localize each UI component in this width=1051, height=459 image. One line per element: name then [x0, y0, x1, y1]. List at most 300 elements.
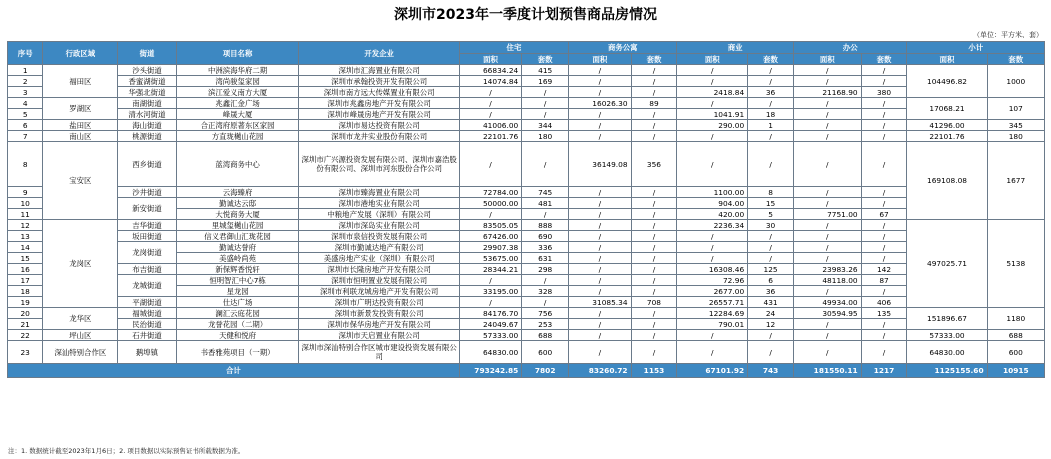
table-row: [8, 65, 1045, 76]
cell-res-area: 41006.00: [459, 120, 521, 131]
header-office: 办公: [793, 42, 906, 54]
cell-res-area: 24049.67: [459, 319, 521, 330]
cell-biz-units: 6: [748, 275, 794, 286]
cell-off-area: /: [793, 231, 861, 242]
cell-biz-units: 8: [748, 187, 794, 198]
table-row: [8, 87, 1045, 98]
total-row: [8, 364, 1045, 378]
cell-biz-units: 5: [748, 209, 794, 220]
cell-seq: 22: [8, 330, 43, 341]
cell-developer: 深圳市峰晟房地产开发有限公司: [299, 109, 459, 120]
cell-seq: 1: [8, 65, 43, 76]
cell-res-units: 756: [522, 308, 569, 319]
cell-project: 合正湾府原著东区家园: [176, 120, 299, 131]
cell-developer: 深圳市保华房地产开发有限公司: [299, 319, 459, 330]
table-row: [8, 275, 1045, 286]
cell-res-area: /: [459, 297, 521, 308]
header-area: 面积: [569, 54, 631, 65]
cell-res-units: 298: [522, 264, 569, 275]
header-subtotal: 小计: [907, 42, 1045, 54]
cell-biz-area: 1100.00: [677, 187, 748, 198]
cell-apt-area: /: [569, 231, 631, 242]
cell-biz-area: 290.00: [677, 120, 748, 131]
cell-sub-units: 1677: [987, 142, 1044, 220]
cell-biz-units: /: [748, 242, 794, 253]
cell-developer: 深圳市龙井实业股份有限公司: [299, 131, 459, 142]
cell-off-units: 135: [861, 308, 907, 319]
cell-apt-units: /: [631, 231, 677, 242]
cell-apt-area: /: [569, 120, 631, 131]
total-res-units: 7802: [522, 364, 569, 378]
footnote: 注：1. 数据统计截至2023年1月6日；2. 项目数据以实际预售证书所载数据为准。: [8, 447, 245, 455]
total-apt-area: 83260.72: [569, 364, 631, 378]
cell-off-area: 49934.00: [793, 297, 861, 308]
cell-apt-area: 16026.30: [569, 98, 631, 109]
cell-apt-units: /: [631, 308, 677, 319]
header-units: 套数: [631, 54, 677, 65]
cell-off-area: /: [793, 76, 861, 87]
table-row: [8, 308, 1045, 319]
table-row: [8, 231, 1045, 242]
cell-apt-area: /: [569, 275, 631, 286]
table-row: [8, 109, 1045, 120]
cell-district: 宝安区: [43, 142, 118, 220]
cell-off-units: /: [861, 109, 907, 120]
cell-off-area: /: [793, 220, 861, 231]
cell-off-area: /: [793, 187, 861, 198]
cell-street: 新安街道: [118, 198, 176, 220]
cell-street: 西乡街道: [118, 142, 176, 187]
cell-apt-area: /: [569, 87, 631, 98]
header-business: 商业: [677, 42, 794, 54]
header-commercial-apartment: 商务公寓: [569, 42, 677, 54]
table-row: [8, 330, 1045, 341]
cell-biz-units: 431: [748, 297, 794, 308]
table-row: [8, 242, 1045, 253]
cell-project: 兆鑫汇金广场: [176, 98, 299, 109]
cell-res-area: /: [459, 209, 521, 220]
cell-off-area: /: [793, 120, 861, 131]
unit-note: （单位：平方米、套）: [973, 31, 1043, 39]
cell-off-area: 30594.95: [793, 308, 861, 319]
cell-project: 美盛岭尚苑: [176, 253, 299, 264]
cell-seq: 5: [8, 109, 43, 120]
cell-biz-units: 18: [748, 109, 794, 120]
cell-developer: 深圳市港地实业有限公司: [299, 198, 459, 209]
cell-off-units: 142: [861, 264, 907, 275]
cell-res-units: /: [522, 275, 569, 286]
cell-biz-units: /: [748, 142, 794, 187]
cell-developer: 深圳市深汕特别合作区城市建设投资发展有限公司: [299, 341, 459, 364]
cell-res-area: 33195.00: [459, 286, 521, 297]
cell-biz-area: 790.01: [677, 319, 748, 330]
cell-street: 吉华街道: [118, 220, 176, 231]
cell-sub-area: 169108.08: [907, 142, 987, 220]
cell-apt-area: /: [569, 65, 631, 76]
cell-off-units: /: [861, 76, 907, 87]
cell-apt-units: 89: [631, 98, 677, 109]
cell-sub-area: 57333.00: [907, 330, 987, 341]
table-row: [8, 98, 1045, 109]
cell-developer: 深圳市新景发投资有限公司: [299, 308, 459, 319]
cell-street: 香蜜湖街道: [118, 76, 176, 87]
cell-apt-area: /: [569, 341, 631, 364]
cell-apt-area: 36149.08: [569, 142, 631, 187]
cell-developer: 深圳市利联龙城房地产开发有限公司: [299, 286, 459, 297]
cell-off-area: /: [793, 109, 861, 120]
cell-project: 中洲滨海华府二期: [176, 65, 299, 76]
cell-apt-units: /: [631, 65, 677, 76]
cell-street: 坂田街道: [118, 231, 176, 242]
cell-res-area: /: [459, 87, 521, 98]
cell-street: 沙头街道: [118, 65, 176, 76]
cell-project: 大悦商务大厦: [176, 209, 299, 220]
cell-developer: 美盛房地产实业（深圳）有限公司: [299, 253, 459, 264]
cell-seq: 12: [8, 220, 43, 231]
cell-seq: 2: [8, 76, 43, 87]
cell-project: 天健和悦府: [176, 330, 299, 341]
cell-street: 沙井街道: [118, 187, 176, 198]
cell-off-area: /: [793, 242, 861, 253]
cell-res-units: 481: [522, 198, 569, 209]
cell-off-area: /: [793, 98, 861, 109]
cell-off-area: /: [793, 142, 861, 187]
cell-seq: 8: [8, 142, 43, 187]
header-units: 套数: [748, 54, 794, 65]
cell-res-area: /: [459, 142, 521, 187]
cell-res-units: 690: [522, 231, 569, 242]
cell-apt-units: /: [631, 76, 677, 87]
cell-project: 仕达广场: [176, 297, 299, 308]
total-sub-units: 10915: [987, 364, 1044, 378]
cell-street: 民治街道: [118, 319, 176, 330]
cell-project: 龙誉花园（二期）: [176, 319, 299, 330]
cell-sub-area: 151896.67: [907, 308, 987, 330]
cell-seq: 9: [8, 187, 43, 198]
cell-biz-units: 12: [748, 319, 794, 330]
cell-street: 石井街道: [118, 330, 176, 341]
cell-apt-units: /: [631, 242, 677, 253]
cell-biz-area: 1041.91: [677, 109, 748, 120]
cell-seq: 16: [8, 264, 43, 275]
cell-res-units: /: [522, 209, 569, 220]
table-row: [8, 120, 1045, 131]
cell-off-units: 380: [861, 87, 907, 98]
cell-seq: 7: [8, 131, 43, 142]
cell-off-area: /: [793, 131, 861, 142]
cell-off-area: /: [793, 319, 861, 330]
cell-biz-area: /: [677, 253, 748, 264]
cell-sub-units: 1000: [987, 65, 1044, 98]
cell-res-area: /: [459, 109, 521, 120]
cell-off-units: /: [861, 253, 907, 264]
cell-res-units: 180: [522, 131, 569, 142]
cell-district: 深汕特别合作区: [43, 341, 118, 364]
cell-off-units: /: [861, 286, 907, 297]
cell-off-units: /: [861, 198, 907, 209]
header-district: 行政区域: [43, 42, 118, 65]
cell-res-area: 22101.76: [459, 131, 521, 142]
cell-seq: 17: [8, 275, 43, 286]
cell-biz-area: 2418.84: [677, 87, 748, 98]
cell-project: 澜汇云庭花园: [176, 308, 299, 319]
cell-res-units: 688: [522, 330, 569, 341]
total-off-units: 1217: [861, 364, 907, 378]
cell-apt-units: /: [631, 330, 677, 341]
cell-apt-area: /: [569, 308, 631, 319]
cell-biz-units: /: [748, 98, 794, 109]
cell-off-units: /: [861, 231, 907, 242]
cell-developer: 深圳市天启置业有限公司: [299, 330, 459, 341]
cell-off-units: /: [861, 98, 907, 109]
cell-biz-units: /: [748, 253, 794, 264]
total-biz-units: 743: [748, 364, 794, 378]
cell-project: 滨江爱义南方大厦: [176, 87, 299, 98]
header-area: 面积: [907, 54, 987, 65]
cell-project: 方直珑樾山花园: [176, 131, 299, 142]
cell-off-units: 87: [861, 275, 907, 286]
cell-apt-units: /: [631, 341, 677, 364]
table-row: [8, 142, 1045, 187]
cell-district: 南山区: [43, 131, 118, 142]
table-row: [8, 131, 1045, 142]
cell-developer: 深圳市泉信投资发展有限公司: [299, 231, 459, 242]
header-area: 面积: [459, 54, 521, 65]
cell-apt-units: 708: [631, 297, 677, 308]
cell-off-units: /: [861, 242, 907, 253]
header-developer: 开发企业: [299, 42, 459, 65]
cell-res-area: 84176.70: [459, 308, 521, 319]
cell-res-units: 600: [522, 341, 569, 364]
cell-res-area: /: [459, 275, 521, 286]
cell-developer: 深圳市长隆房地产开发有限公司: [299, 264, 459, 275]
header-units: 套数: [861, 54, 907, 65]
cell-sub-units: 345: [987, 120, 1044, 131]
cell-seq: 3: [8, 87, 43, 98]
cell-apt-area: /: [569, 242, 631, 253]
cell-sub-units: 688: [987, 330, 1044, 341]
cell-apt-area: /: [569, 109, 631, 120]
header-project: 项目名称: [176, 42, 299, 65]
cell-apt-area: /: [569, 330, 631, 341]
cell-apt-units: /: [631, 253, 677, 264]
cell-biz-area: 2236.34: [677, 220, 748, 231]
cell-off-units: /: [861, 131, 907, 142]
cell-sub-area: 17068.21: [907, 98, 987, 120]
cell-apt-area: /: [569, 187, 631, 198]
cell-off-area: /: [793, 253, 861, 264]
cell-developer: 深圳市承翰投资开发有限公司: [299, 76, 459, 87]
cell-developer: 中粮地产发展（深圳）有限公司: [299, 209, 459, 220]
cell-seq: 20: [8, 308, 43, 319]
cell-apt-units: 356: [631, 142, 677, 187]
table-row: [8, 220, 1045, 231]
cell-sub-area: 497025.71: [907, 220, 987, 308]
cell-biz-units: 36: [748, 87, 794, 98]
cell-off-units: /: [861, 120, 907, 131]
cell-off-area: /: [793, 198, 861, 209]
cell-street: 桃源街道: [118, 131, 176, 142]
cell-res-area: 57333.00: [459, 330, 521, 341]
page-title: 深圳市2023年一季度计划预售商品房情况: [394, 7, 657, 23]
cell-project: 里城玺樾山花园: [176, 220, 299, 231]
cell-res-area: 28344.21: [459, 264, 521, 275]
cell-district: 龙岗区: [43, 220, 118, 308]
cell-street: 布吉街道: [118, 264, 176, 275]
cell-apt-units: /: [631, 120, 677, 131]
cell-biz-units: 15: [748, 198, 794, 209]
cell-seq: 6: [8, 120, 43, 131]
cell-apt-units: /: [631, 198, 677, 209]
cell-developer: 深圳市兆鑫房地产开发有限公司: [299, 98, 459, 109]
header-units: 套数: [987, 54, 1044, 65]
cell-biz-area: 12284.69: [677, 308, 748, 319]
cell-off-area: /: [793, 286, 861, 297]
cell-res-units: /: [522, 87, 569, 98]
cell-off-area: /: [793, 65, 861, 76]
total-off-area: 181550.11: [793, 364, 861, 378]
cell-street: 平湖街道: [118, 297, 176, 308]
cell-biz-units: /: [748, 231, 794, 242]
cell-seq: 10: [8, 198, 43, 209]
cell-apt-units: /: [631, 275, 677, 286]
cell-off-units: /: [861, 142, 907, 187]
cell-off-area: /: [793, 330, 861, 341]
cell-seq: 15: [8, 253, 43, 264]
cell-developer: 深圳市南方远大传媒置业有限公司: [299, 87, 459, 98]
cell-sub-area: 41296.00: [907, 120, 987, 131]
cell-biz-area: 72.96: [677, 275, 748, 286]
cell-off-area: 48118.00: [793, 275, 861, 286]
cell-project: 勤诚达云邸: [176, 198, 299, 209]
cell-biz-area: /: [677, 98, 748, 109]
cell-biz-area: 16308.46: [677, 264, 748, 275]
cell-project: 信义君御山汇珑花园: [176, 231, 299, 242]
cell-biz-units: /: [748, 341, 794, 364]
cell-biz-area: /: [677, 142, 748, 187]
header-area: 面积: [793, 54, 861, 65]
cell-res-area: 29907.38: [459, 242, 521, 253]
cell-project: 湾尚骏玺家园: [176, 76, 299, 87]
cell-sub-area: 22101.76: [907, 131, 987, 142]
cell-developer: 深圳市恒明置业发展有限公司: [299, 275, 459, 286]
cell-off-units: 67: [861, 209, 907, 220]
cell-off-area: /: [793, 341, 861, 364]
cell-apt-area: /: [569, 131, 631, 142]
cell-res-area: 14074.84: [459, 76, 521, 87]
cell-developer: 深圳市广明达投资有限公司: [299, 297, 459, 308]
cell-res-units: 415: [522, 65, 569, 76]
cell-apt-units: /: [631, 209, 677, 220]
cell-res-units: 344: [522, 120, 569, 131]
cell-street: 海山街道: [118, 120, 176, 131]
cell-biz-units: /: [748, 131, 794, 142]
cell-biz-area: 904.00: [677, 198, 748, 209]
cell-res-units: 631: [522, 253, 569, 264]
cell-sub-units: 1180: [987, 308, 1044, 330]
header-seq: 序号: [8, 42, 43, 65]
cell-off-area: 21168.90: [793, 87, 861, 98]
cell-apt-area: /: [569, 319, 631, 330]
table-row: [8, 198, 1045, 209]
cell-apt-units: /: [631, 319, 677, 330]
cell-res-units: 169: [522, 76, 569, 87]
cell-project: 恒明智汇中心7栋: [176, 275, 299, 286]
cell-project: 勤诚达誉府: [176, 242, 299, 253]
cell-street: 南湖街道: [118, 98, 176, 109]
cell-off-units: /: [861, 319, 907, 330]
cell-biz-area: /: [677, 231, 748, 242]
cell-apt-units: /: [631, 264, 677, 275]
cell-res-units: /: [522, 297, 569, 308]
cell-biz-units: 30: [748, 220, 794, 231]
cell-developer: 深圳市广兴源投资发展有限公司、深圳市嘉浩股份有限公司、深圳市河东股份合作公司: [299, 142, 459, 187]
cell-biz-units: /: [748, 76, 794, 87]
cell-apt-area: /: [569, 253, 631, 264]
cell-sub-units: 180: [987, 131, 1044, 142]
cell-off-units: /: [861, 65, 907, 76]
cell-res-units: 888: [522, 220, 569, 231]
cell-project: 星龙园: [176, 286, 299, 297]
cell-street: 福城街道: [118, 308, 176, 319]
cell-sub-area: 64830.00: [907, 341, 987, 364]
cell-biz-units: 36: [748, 286, 794, 297]
cell-seq: 19: [8, 297, 43, 308]
cell-res-units: 253: [522, 319, 569, 330]
cell-biz-area: 26557.71: [677, 297, 748, 308]
cell-seq: 11: [8, 209, 43, 220]
cell-biz-units: /: [748, 65, 794, 76]
table-row: [8, 76, 1045, 87]
cell-street: 华强北街道: [118, 87, 176, 98]
cell-apt-area: /: [569, 209, 631, 220]
cell-res-area: 53675.00: [459, 253, 521, 264]
cell-res-area: 66834.24: [459, 65, 521, 76]
cell-apt-units: /: [631, 131, 677, 142]
cell-res-area: 64830.00: [459, 341, 521, 364]
cell-street: 清水河街道: [118, 109, 176, 120]
cell-developer: 深圳市深岛实业有限公司: [299, 220, 459, 231]
cell-seq: 13: [8, 231, 43, 242]
cell-res-units: 328: [522, 286, 569, 297]
cell-res-area: 50000.00: [459, 198, 521, 209]
cell-biz-area: /: [677, 330, 748, 341]
table-row: [8, 297, 1045, 308]
cell-apt-area: /: [569, 264, 631, 275]
cell-res-units: /: [522, 109, 569, 120]
total-label: 合计: [8, 364, 460, 378]
cell-res-units: /: [522, 142, 569, 187]
table-row: [8, 264, 1045, 275]
cell-district: 罗湖区: [43, 98, 118, 120]
table-body: [8, 65, 1045, 378]
cell-project: 书香雅苑项目（一期）: [176, 341, 299, 364]
table-row: [8, 341, 1045, 364]
cell-off-units: /: [861, 330, 907, 341]
total-res-area: 793242.85: [459, 364, 521, 378]
cell-apt-units: /: [631, 187, 677, 198]
cell-district: 坪山区: [43, 330, 118, 341]
cell-off-units: /: [861, 220, 907, 231]
cell-res-area: 72784.00: [459, 187, 521, 198]
cell-res-area: /: [459, 98, 521, 109]
cell-res-units: 336: [522, 242, 569, 253]
cell-seq: 21: [8, 319, 43, 330]
cell-biz-area: /: [677, 76, 748, 87]
cell-off-units: /: [861, 187, 907, 198]
cell-apt-units: /: [631, 87, 677, 98]
header-area: 面积: [677, 54, 748, 65]
